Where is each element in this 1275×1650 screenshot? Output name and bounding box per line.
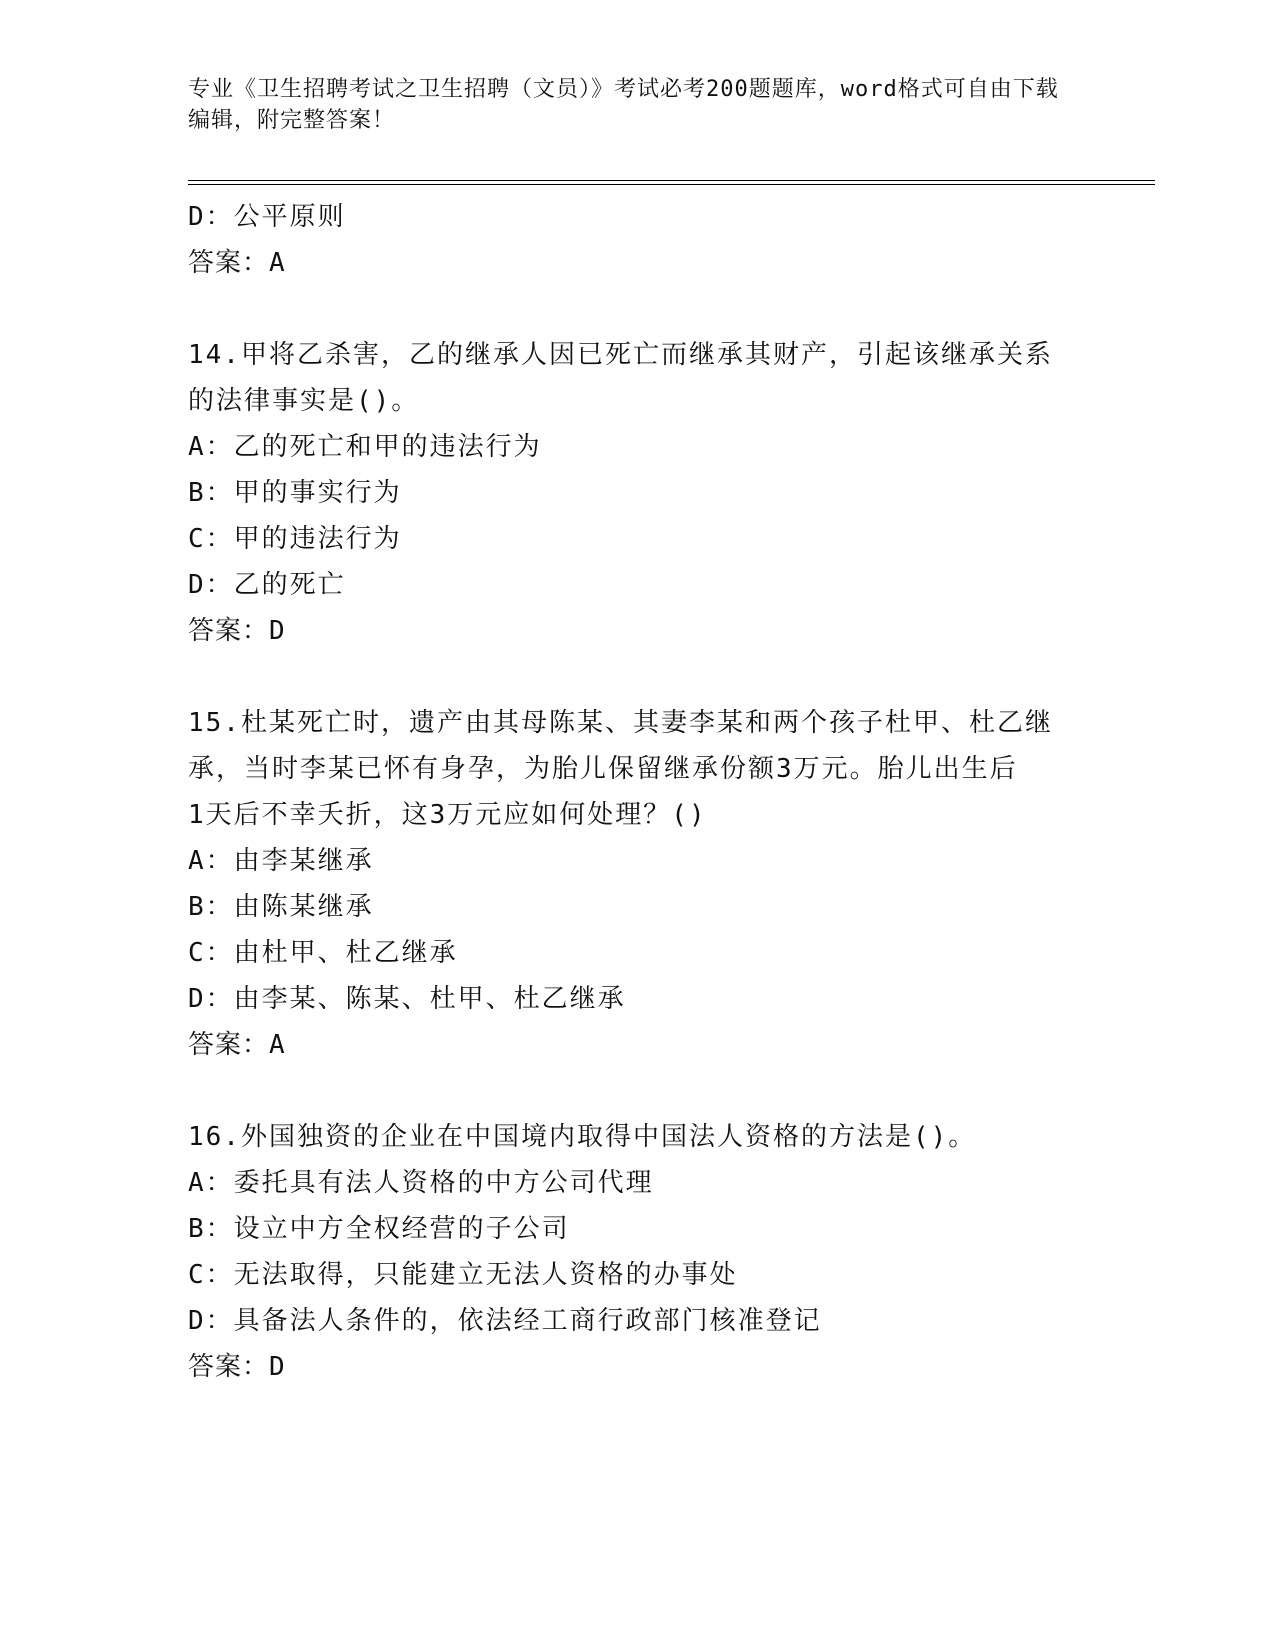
document-header: 专业《卫生招聘考试之卫生招聘（文员）》考试必考200题题库，word格式可自由下载编辑，附完整答案！	[188, 77, 1059, 133]
option-b: B：由陈某继承	[188, 892, 374, 922]
answer: 答案：D	[188, 1352, 286, 1382]
stem-line: 的法律事实是()。	[188, 386, 420, 416]
carryover-answer: 答案：A	[188, 248, 286, 278]
option-d: D：由李某、陈某、杜甲、杜乙继承	[188, 984, 626, 1014]
option-a: A：委托具有法人资格的中方公司代理	[188, 1168, 654, 1198]
stem-line: 14.甲将乙杀害，乙的继承人因已死亡而继承其财产，引起该继承关系	[188, 340, 1053, 370]
option-b: B：设立中方全权经营的子公司	[188, 1214, 570, 1244]
option-c: C：无法取得，只能建立无法人资格的办事处	[188, 1260, 738, 1290]
spacer	[188, 286, 1088, 332]
question-16	[188, 1114, 1088, 1390]
option-c: C：甲的违法行为	[188, 524, 402, 554]
question-stem	[188, 700, 1088, 838]
header-rule-top	[188, 180, 1155, 181]
answer: 答案：D	[188, 616, 286, 646]
option-b: B：甲的事实行为	[188, 478, 402, 508]
question-stem	[188, 332, 1088, 424]
stem-line: 16.外国独资的企业在中国境内取得中国法人资格的方法是()。	[188, 1122, 977, 1152]
spacer	[188, 1068, 1088, 1114]
stem-line: 1天后不幸夭折，这3万元应如何处理？()	[188, 800, 707, 830]
spacer	[188, 654, 1088, 700]
option-a: A：乙的死亡和甲的违法行为	[188, 432, 542, 462]
answer: 答案：A	[188, 1030, 286, 1060]
carryover-option-d: D：公平原则	[188, 202, 346, 232]
question-14	[188, 332, 1088, 654]
question-15	[188, 700, 1088, 1068]
option-d: D：乙的死亡	[188, 570, 346, 600]
question-list	[188, 194, 1088, 1390]
stem-line: 承，当时李某已怀有身孕，为胎儿保留继承份额3万元。胎儿出生后	[188, 754, 1018, 784]
option-a: A：由李某继承	[188, 846, 374, 876]
stem-line: 15.杜某死亡时，遗产由其母陈某、其妻李某和两个孩子杜甲、杜乙继	[188, 708, 1053, 738]
header-rule-bottom	[188, 184, 1155, 185]
option-c: C：由杜甲、杜乙继承	[188, 938, 458, 968]
option-d: D：具备法人条件的，依法经工商行政部门核准登记	[188, 1306, 822, 1336]
question-stem	[188, 1114, 1088, 1160]
